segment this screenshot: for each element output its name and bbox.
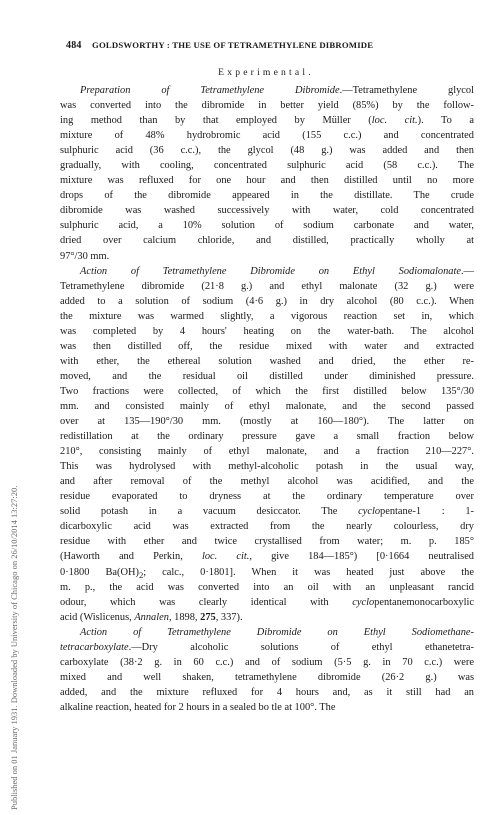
text-line: residue evaporated to dryness at the ordinary temperature over: [60, 491, 474, 503]
text-line: Preparation of Tetramethylene Dibromide.—Tetramethylene glycol: [80, 85, 474, 96]
text-line: sulphuric acid (36 c.c.), the glycol (48 g.) was added and then: [60, 145, 474, 157]
text-line: with ether, the ethereal solution washed and dried, the ether re-: [60, 355, 474, 367]
body-text: [60, 83, 474, 715]
text-line: sulphuric acid, a 10% solution of sodium carbonate and water,: [60, 220, 474, 232]
text-line: residue with ether and twice crystallised from water; m. p. 185°: [60, 536, 474, 548]
text-line: Two fractions were collected, of which the first distilled below 135°/30: [60, 385, 474, 397]
text-line: (Haworth and Perkin, loc. cit., give 184—185°) [0·1664 neutralised: [60, 551, 474, 563]
page-number: 484: [66, 40, 82, 51]
text-line: mm. and consisted mainly of ethyl malonate, and the second passed: [60, 400, 474, 412]
text-line: alkaline reaction, heated for 2 hours in a sealed bo tle at 100°. The: [60, 701, 336, 713]
text-line: carboxylate (38·2 g. in 60 c.c.) and of sodium (5·5 g. in 70 c.c.) were: [60, 656, 474, 668]
text-line: Action of Tetramethylene Dibromide on Ethyl Sodiomethane-: [80, 626, 474, 638]
page-header: [66, 40, 466, 51]
text-line: drops of the dibromide appeared in the distillate. The crude: [60, 190, 474, 202]
text-line: redistillation at the ordinary pressure gave a small fraction below: [60, 431, 474, 443]
text-line: acid (Wislicenus, Annalen, 1898, 275, 337).: [60, 611, 243, 623]
text-line: 0·1800 $Ba(OH)_2$; calc., 0·1801]. When it was heated just above the: [60, 566, 474, 580]
text-line: mixed and well shaken, tetramethylene dibromide (26·2 g.) was: [60, 671, 474, 683]
text-line: 210°, consisting mainly of ethyl malonate, and a fraction 210—227°.: [60, 446, 474, 458]
text-line: Tetramethylene dibromide (21·8 g.) and ethyl malonate (32 g.) were: [60, 280, 474, 292]
text-line: m. p., the acid was converted into an oil with an unpleasant rancid: [60, 581, 474, 593]
text-line: mixture was refluxed for one hour and then distilled until no more: [60, 175, 474, 187]
text-line: ing method than by that employed by Müller (loc. cit.). To a: [60, 115, 474, 127]
text-line: gradually, with cooling, concentrated sulphuric acid (58 c.c.). The: [60, 160, 474, 172]
download-notice: Published on 01 January 1931. Downloaded by University of Chicago on 26/10/2014 13:27:20.: [9, 485, 19, 810]
text-line: This was hydrolysed with methyl-alcoholic potash in the usual way,: [60, 461, 474, 473]
text-line: dried over calcium chloride, and distilled, practically wholly at: [60, 235, 474, 247]
text-line: tetracarboxylate.—Dry alcoholic solutions of ethyl ethanetetra-: [60, 641, 474, 653]
text-line: was then distilled off, the residue mixed with water and extracted: [60, 340, 474, 352]
text-line: dicarboxylic acid was extracted from the nearly colourless, dry: [60, 521, 474, 533]
text-line: over at 135—190°/30 mm. (mostly at 160—180°). The latter on: [60, 416, 474, 428]
text-line: moved, and the residual oil distilled under diminished pressure.: [60, 370, 474, 382]
text-line: 97°/30 mm.: [60, 250, 110, 262]
running-title: GOLDSWORTHY : THE USE OF TETRAMETHYLENE DIBROMIDE: [91, 40, 374, 50]
text-line: Action of Tetramethylene Dibromide on Ethyl Sodiomalonate.—: [80, 265, 474, 277]
text-line: and after removal of the methyl alcohol was acidified, and the: [60, 476, 474, 488]
text-line: mixture of 48% hydrobromic acid (155 c.c.) and concentrated: [60, 130, 474, 142]
text-line: dibromide was washed successively with water, cold concentrated: [60, 205, 474, 217]
text-line: was completed by 4 hours' heating on the water-bath. The alcohol: [60, 325, 474, 337]
text-line: added, and the mixture refluxed for 4 hours and, as it still had an: [60, 686, 474, 698]
text-line: odour, which was clearly identical with cyclopentanemonocarboxylic: [60, 596, 474, 608]
text-line: the mixture was warmed slightly, a vigorous reaction set in, which: [60, 310, 474, 322]
text-line: was converted into the dibromide in better yield (85%) by the follow-: [60, 100, 474, 112]
text-line: solid potash in a vacuum desiccator. The cyclopentane-1 : 1-: [60, 506, 475, 518]
text-line: added to a solution of sodium (4·6 g.) in dry alcohol (80 c.c.). When: [60, 295, 474, 307]
section-title: Experimental.: [218, 67, 314, 78]
